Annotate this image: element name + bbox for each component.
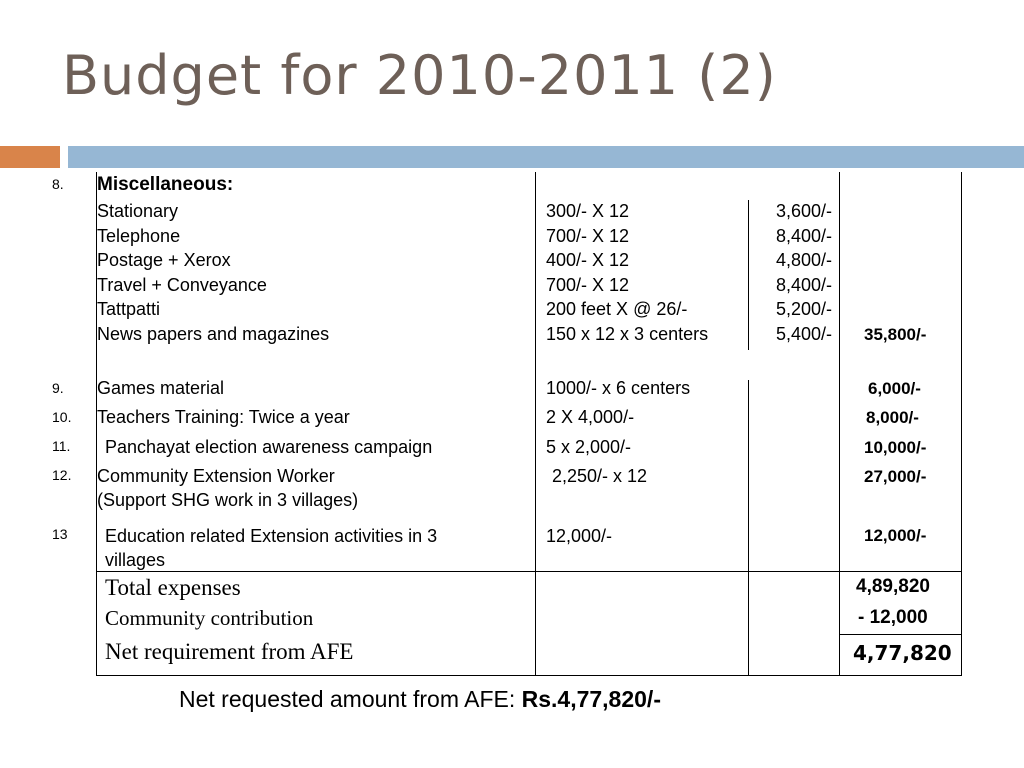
row-label: Panchayat election awareness campaign xyxy=(105,437,433,457)
page-title: Budget for 2010-2011 (2) xyxy=(62,44,777,107)
item-rate: 200 feet X @ 26/- xyxy=(546,299,688,319)
community-contribution-value: - 12,000 xyxy=(858,607,928,628)
item-label: Postage + Xerox xyxy=(97,250,231,270)
row-rate: 2 X 4,000/- xyxy=(546,407,635,427)
row-label: Education related Extension activities in 3 xyxy=(105,526,438,546)
row-total: 6,000/- xyxy=(868,379,921,398)
row-number: 11. xyxy=(52,438,71,454)
row-total: 10,000/- xyxy=(864,438,927,457)
item-rate: 400/- X 12 xyxy=(546,250,630,270)
row-rate: 2,250/- x 12 xyxy=(552,466,648,486)
row-total: 8,000/- xyxy=(866,408,919,427)
row-rate: 1000/- x 6 centers xyxy=(546,378,691,398)
item-rate: 700/- X 12 xyxy=(546,226,630,246)
row-label-continued: (Support SHG work in 3 villages) xyxy=(97,490,359,510)
item-amount: 8,400/- xyxy=(776,226,833,246)
accent-bar-blue xyxy=(68,146,1024,168)
row-rate: 5 x 2,000/- xyxy=(546,437,632,457)
total-expenses-label: Total expenses xyxy=(105,575,241,600)
row-number: 12. xyxy=(52,467,72,483)
item-label: News papers and magazines xyxy=(97,324,330,344)
row-number: 8. xyxy=(52,176,64,192)
community-contribution-label: Community contribution xyxy=(105,606,314,630)
table-line-col3-lower xyxy=(748,380,749,676)
item-rate: 700/- X 12 xyxy=(546,275,630,295)
item-rate: 150 x 12 x 3 centers xyxy=(546,324,709,344)
row-label: Games material xyxy=(97,378,225,398)
item-label: Telephone xyxy=(97,226,181,246)
footer-note xyxy=(179,686,661,713)
row-label: Teachers Training: Twice a year xyxy=(97,407,350,427)
accent-bar-orange xyxy=(0,146,60,168)
footer-prefix: Net requested amount from AFE: xyxy=(179,686,522,712)
item-label: Tattpatti xyxy=(97,299,161,319)
table-line-col4 xyxy=(839,172,840,676)
row-label-continued: villages xyxy=(105,550,166,570)
item-amount: 8,400/- xyxy=(776,275,833,295)
table-line-right xyxy=(961,172,962,676)
row-number: 10. xyxy=(52,409,72,425)
net-requirement-label: Net requirement from AFE xyxy=(105,639,354,664)
item-label: Travel + Conveyance xyxy=(97,275,267,295)
item-amount: 4,800/- xyxy=(776,250,833,270)
row-total: 27,000/- xyxy=(864,467,927,486)
section-heading: Miscellaneous: xyxy=(97,174,234,195)
item-amount: 3,600/- xyxy=(776,201,833,221)
item-amount: 5,200/- xyxy=(776,299,833,319)
table-line-net-top xyxy=(839,634,962,635)
net-requirement-value: 4,77,820 xyxy=(853,641,952,665)
row-number: 13 xyxy=(52,526,68,542)
footer-amount: Rs.4,77,820/- xyxy=(521,686,661,712)
table-line-totals-top xyxy=(96,571,962,572)
table-line-col2 xyxy=(535,172,536,676)
item-rate: 300/- X 12 xyxy=(546,201,630,221)
row-label: Community Extension Worker xyxy=(97,466,335,486)
row-number: 9. xyxy=(52,380,64,396)
total-expenses-value: 4,89,820 xyxy=(856,576,930,597)
row-total: 12,000/- xyxy=(864,526,927,545)
table-line-bottom xyxy=(96,675,962,676)
item-label: Stationary xyxy=(97,201,179,221)
row-rate: 12,000/- xyxy=(546,526,613,546)
row-total: 35,800/- xyxy=(864,325,927,344)
table-line-col3-upper xyxy=(748,200,749,350)
item-amount: 5,400/- xyxy=(776,324,833,344)
